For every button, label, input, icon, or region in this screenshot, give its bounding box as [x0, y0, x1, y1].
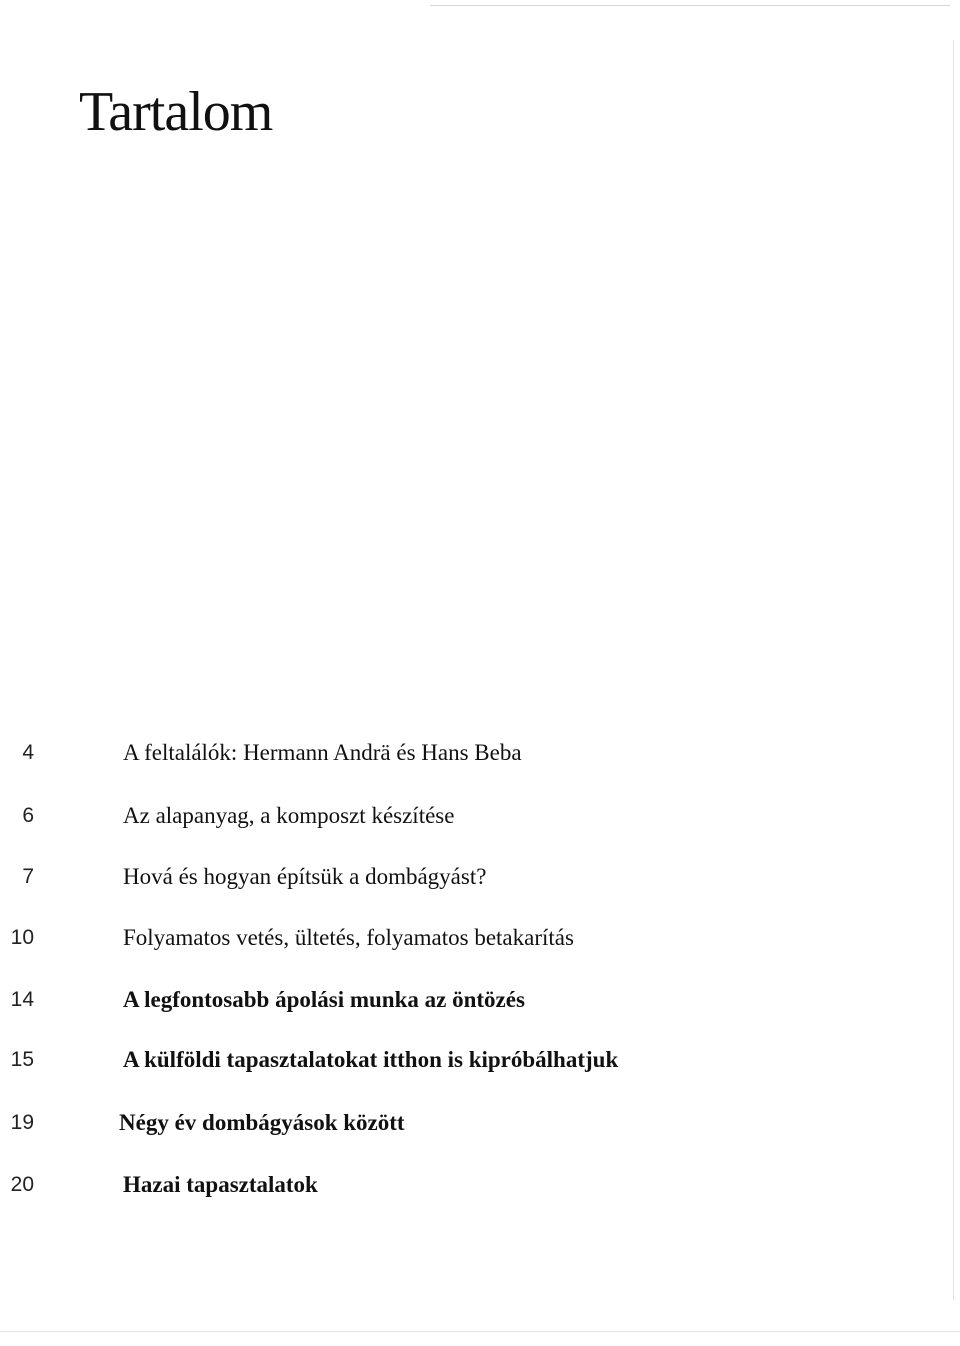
toc-page-number: 15 [10, 1048, 34, 1071]
toc-entry[interactable] [0, 860, 900, 894]
toc-page-number: 20 [10, 1173, 34, 1196]
toc-entry[interactable] [0, 1106, 900, 1140]
toc-entry-title[interactable]: Az alapanyag, a komposzt készítése [123, 803, 455, 828]
toc-page-number: 7 [22, 865, 34, 888]
toc-entry[interactable] [0, 921, 900, 955]
toc-entry[interactable] [0, 983, 900, 1017]
toc-entry[interactable] [0, 799, 900, 833]
toc-page-number: 19 [10, 1111, 34, 1134]
toc-page-number: 6 [22, 804, 34, 827]
toc-entry-title[interactable]: A legfontosabb ápolási munka az öntözés [123, 987, 525, 1012]
toc-entry[interactable] [0, 736, 900, 770]
toc-entry-title[interactable]: Hová és hogyan építsük a dombágyást? [123, 864, 487, 889]
toc-entry[interactable] [0, 1043, 900, 1077]
toc-entry-title[interactable]: A feltalálók: Hermann Andrä és Hans Beba [123, 740, 522, 765]
toc-entry-title[interactable]: Folyamatos vetés, ültetés, folyamatos betakarítás [123, 925, 574, 950]
toc-entry-title[interactable]: Négy év dombágyások között [119, 1110, 405, 1135]
toc-entry-title[interactable]: A külföldi tapasztalatokat itthon is kipróbálhatjuk [123, 1047, 619, 1072]
toc-page-number: 14 [10, 988, 34, 1011]
toc-page-number: 10 [10, 926, 34, 949]
toc-entry-title[interactable]: Hazai tapasztalatok [123, 1172, 318, 1197]
toc-entry[interactable] [0, 1168, 900, 1202]
toc-page-number: 4 [22, 741, 34, 764]
page-title: Tartalom [79, 81, 273, 143]
